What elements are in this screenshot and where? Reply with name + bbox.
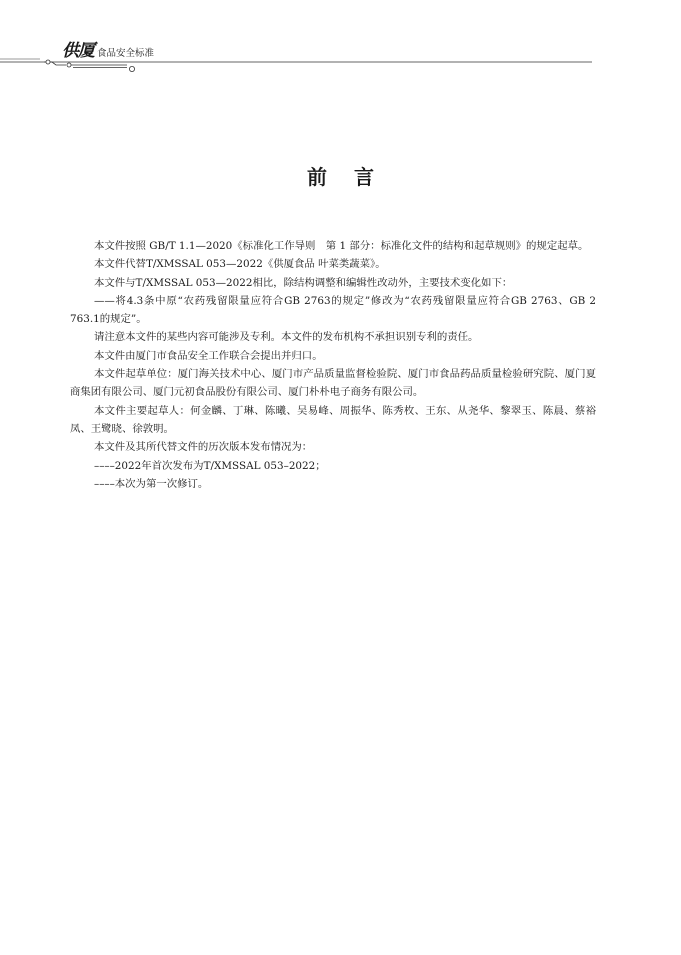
paragraph-drafting-rules: 本文件按照 GB/T 1.1—2020《标准化工作导则 第 1 部分：标准化文件的结构和起草规则》的规定起草。 xyxy=(94,240,589,252)
paragraph-patent-notice: 请注意本文件的某些内容可能涉及专利。本文件的发布机构不承担识别专利的责任。 xyxy=(94,331,479,344)
page-header xyxy=(0,0,681,80)
paragraph-replaces: 本文件代替T/XMSSAL 053—2022《供厦食品 叶菜类蔬菜》。 xyxy=(94,258,386,271)
header-decorative-rule xyxy=(0,56,681,80)
paragraph-proposer: 本文件由厦门市食品安全工作联合会提出并归口。 xyxy=(94,349,323,362)
paragraph-change-item: ——将4.3条中原“农药残留限量应符合GB 2763的规定”修改为“农药残留限量应符合GB 2763、GB 2 763.1的规定”。 xyxy=(70,294,596,326)
paragraph-history-current: ––––本次为第一次修订。 xyxy=(94,477,209,490)
page-title: 前 言 xyxy=(307,165,374,190)
paragraph-history-first: ––––2022年首次发布为T/XMSSAL 053–2022； xyxy=(94,459,326,472)
logo-subtitle: 食品安全标准 xyxy=(97,48,155,59)
document-body xyxy=(70,237,596,493)
paragraph-changes-intro: 本文件与T/XMSSAL 053—2022相比，除结构调整和编辑性改动外，主要技术变化如下： xyxy=(94,276,513,289)
paragraph-drafting-units: 本文件起草单位：厦门海关技术中心、厦门市产品质量监督检验院、厦门市食品药品质量检验研究院、厦门夏商集团有限公司、厦门元初食品股份有限公司、厦门朴朴电子商务有限公司。 xyxy=(70,368,596,399)
logo-mark: 供厦 xyxy=(62,41,94,61)
paragraph-drafters: 本文件主要起草人：何金麟、丁琳、陈曦、吴易峰、周振华、陈秀枚、王东、从尧华、黎翠玉、陈晨、蔡裕凤、王鹭晓、徐敦明。 xyxy=(70,404,596,435)
paragraph-history-intro: 本文件及其所代替文件的历次版本发布情况为： xyxy=(94,441,313,454)
